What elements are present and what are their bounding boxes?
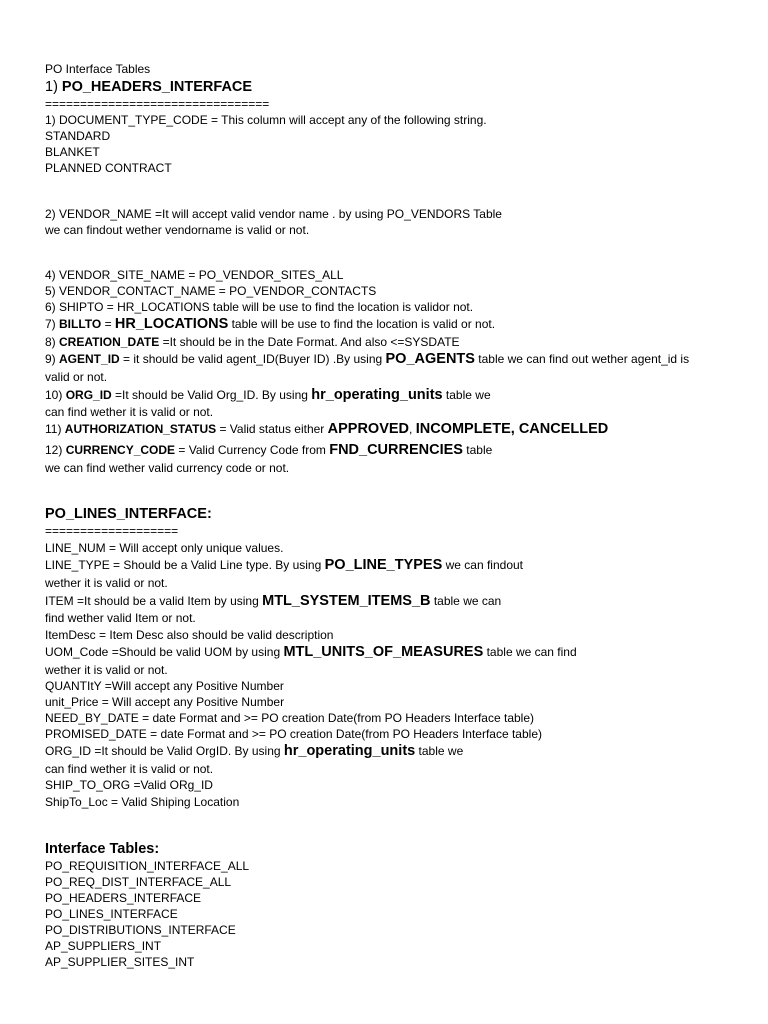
field-name: ORG_ID <box>65 388 112 402</box>
doc-line: SHIP_TO_ORG =Valid ORg_ID <box>45 778 213 792</box>
text: = Valid Currency Code from <box>175 443 330 457</box>
separator: ================================ <box>45 97 270 111</box>
table-name: PO_LINE_TYPES <box>324 557 443 573</box>
field-name: CURRENCY_CODE <box>65 443 176 457</box>
text: 8) <box>45 335 60 349</box>
doc-line <box>45 558 523 573</box>
table-list-item: PO_HEADERS_INTERFACE <box>45 891 202 905</box>
table-name: FND_CURRENCIES <box>329 442 463 458</box>
text: =It should be Valid Org_ID. By using <box>111 388 312 402</box>
doc-line: ItemDesc = Item Desc also should be valid description <box>45 628 334 642</box>
text: 11) <box>45 422 65 436</box>
separator: =================== <box>45 524 179 538</box>
doc-line: can find wether it is valid or not. <box>45 762 214 776</box>
text: ORG_ID =It should be Valid OrgID. By using <box>45 744 284 758</box>
doc-line: can find wether it is valid or not. <box>45 405 214 419</box>
doc-line: ShipTo_Loc = Valid Shiping Location <box>45 795 240 809</box>
doc-line: QUANTItY =Will accept any Positive Number <box>45 679 284 693</box>
table-list-item: AP_SUPPLIERS_INT <box>45 939 162 953</box>
text: UOM_Code =Should be valid UOM by using <box>45 645 284 659</box>
table-name: hr_operating_units <box>283 743 416 759</box>
table-name: HR_LOCATIONS <box>114 316 229 332</box>
doc-line: PROMISED_DATE = date Format and >= PO creation Date(from PO Headers Interface table) <box>45 727 542 741</box>
doc-line: STANDARD <box>45 129 111 143</box>
text: table we can <box>430 594 502 608</box>
table-list-item: PO_DISTRIBUTIONS_INTERFACE <box>45 923 236 937</box>
field-name: CREATION_DATE <box>59 335 160 349</box>
text: = it should be valid agent_ID(Buyer ID) .By using <box>119 352 386 366</box>
field-name: AGENT_ID <box>59 352 120 366</box>
text: table we can find out wether agent_id is <box>474 352 690 366</box>
table-name: MTL_SYSTEM_ITEMS_B <box>262 593 431 609</box>
doc-line <box>45 352 689 367</box>
table-name: MTL_UNITS_OF_MEASURES <box>283 644 484 660</box>
text: , <box>409 422 416 436</box>
table-list-item: PO_LINES_INTERFACE <box>45 907 178 921</box>
text: table we can find <box>483 645 577 659</box>
table-list-item: AP_SUPPLIER_SITES_INT <box>45 955 195 969</box>
text: 7) <box>45 317 60 331</box>
doc-line: find wether valid Item or not. <box>45 611 196 625</box>
text: ITEM =It should be a valid Item by using <box>45 594 263 608</box>
text: = <box>101 317 115 331</box>
field-name: BILLTO <box>59 317 102 331</box>
text: table we <box>415 744 464 758</box>
doc-line: 2) VENDOR_NAME =It will accept valid vendor name . by using PO_VENDORS Table <box>45 207 502 221</box>
doc-line: wether it is valid or not. <box>45 576 168 590</box>
text: table <box>462 443 493 457</box>
doc-line: NEED_BY_DATE = date Format and >= PO creation Date(from PO Headers Interface table) <box>45 711 534 725</box>
table-list-item: PO_REQUISITION_INTERFACE_ALL <box>45 859 250 873</box>
doc-line: unit_Price = Will accept any Positive Number <box>45 695 285 709</box>
text: 12) <box>45 443 66 457</box>
text: = Valid status either <box>216 422 328 436</box>
doc-line <box>45 443 492 458</box>
doc-title: PO Interface Tables <box>45 62 151 76</box>
text: we can findout <box>442 558 523 572</box>
doc-line <box>45 744 463 759</box>
field-name: AUTHORIZATION_STATUS <box>64 422 217 436</box>
doc-line: 6) SHIPTO = HR_LOCATIONS table will be use to find the location is validor not. <box>45 300 474 314</box>
doc-line: we can find wether valid currency code or not. <box>45 461 290 475</box>
doc-line <box>45 335 460 350</box>
doc-line <box>45 388 491 403</box>
doc-line: wether it is valid or not. <box>45 663 168 677</box>
doc-line: BLANKET <box>45 145 100 159</box>
doc-line <box>45 422 608 437</box>
doc-line: we can findout wether vendorname is valid or not. <box>45 223 310 237</box>
text: =It should be in the Date Format. And also <=SYSDATE <box>159 335 460 349</box>
section-heading-headers <box>45 79 252 96</box>
table-list-item: PO_REQ_DIST_INTERFACE_ALL <box>45 875 232 889</box>
table-name: PO_AGENTS <box>385 351 475 367</box>
text: 9) <box>45 352 60 366</box>
heading-name: PO_HEADERS_INTERFACE <box>61 79 253 95</box>
text: table will be use to find the location is valid or not. <box>228 317 496 331</box>
doc-line: LINE_NUM = Will accept only unique values. <box>45 541 284 555</box>
table-name: hr_operating_units <box>311 387 443 403</box>
section-heading-lines: PO_LINES_INTERFACE: <box>45 506 212 522</box>
doc-line <box>45 317 495 332</box>
text: 10) <box>45 388 66 402</box>
doc-line: 5) VENDOR_CONTACT_NAME = PO_VENDOR_CONTACTS <box>45 284 377 298</box>
section-heading-interface-tables: Interface Tables: <box>45 841 160 857</box>
heading-prefix: 1) <box>45 79 62 95</box>
doc-line <box>45 594 501 609</box>
doc-line: 1) DOCUMENT_TYPE_CODE = This column will accept any of the following string. <box>45 113 487 127</box>
text: table we <box>442 388 491 402</box>
doc-line: valid or not. <box>45 370 108 384</box>
status-value: APPROVED <box>327 421 410 437</box>
text: LINE_TYPE = Should be a Valid Line type. By using <box>45 558 325 572</box>
doc-line <box>45 645 577 660</box>
status-value: INCOMPLETE, CANCELLED <box>415 421 609 437</box>
doc-line: 4) VENDOR_SITE_NAME = PO_VENDOR_SITES_ALL <box>45 268 344 282</box>
doc-line: PLANNED CONTRACT <box>45 161 172 175</box>
